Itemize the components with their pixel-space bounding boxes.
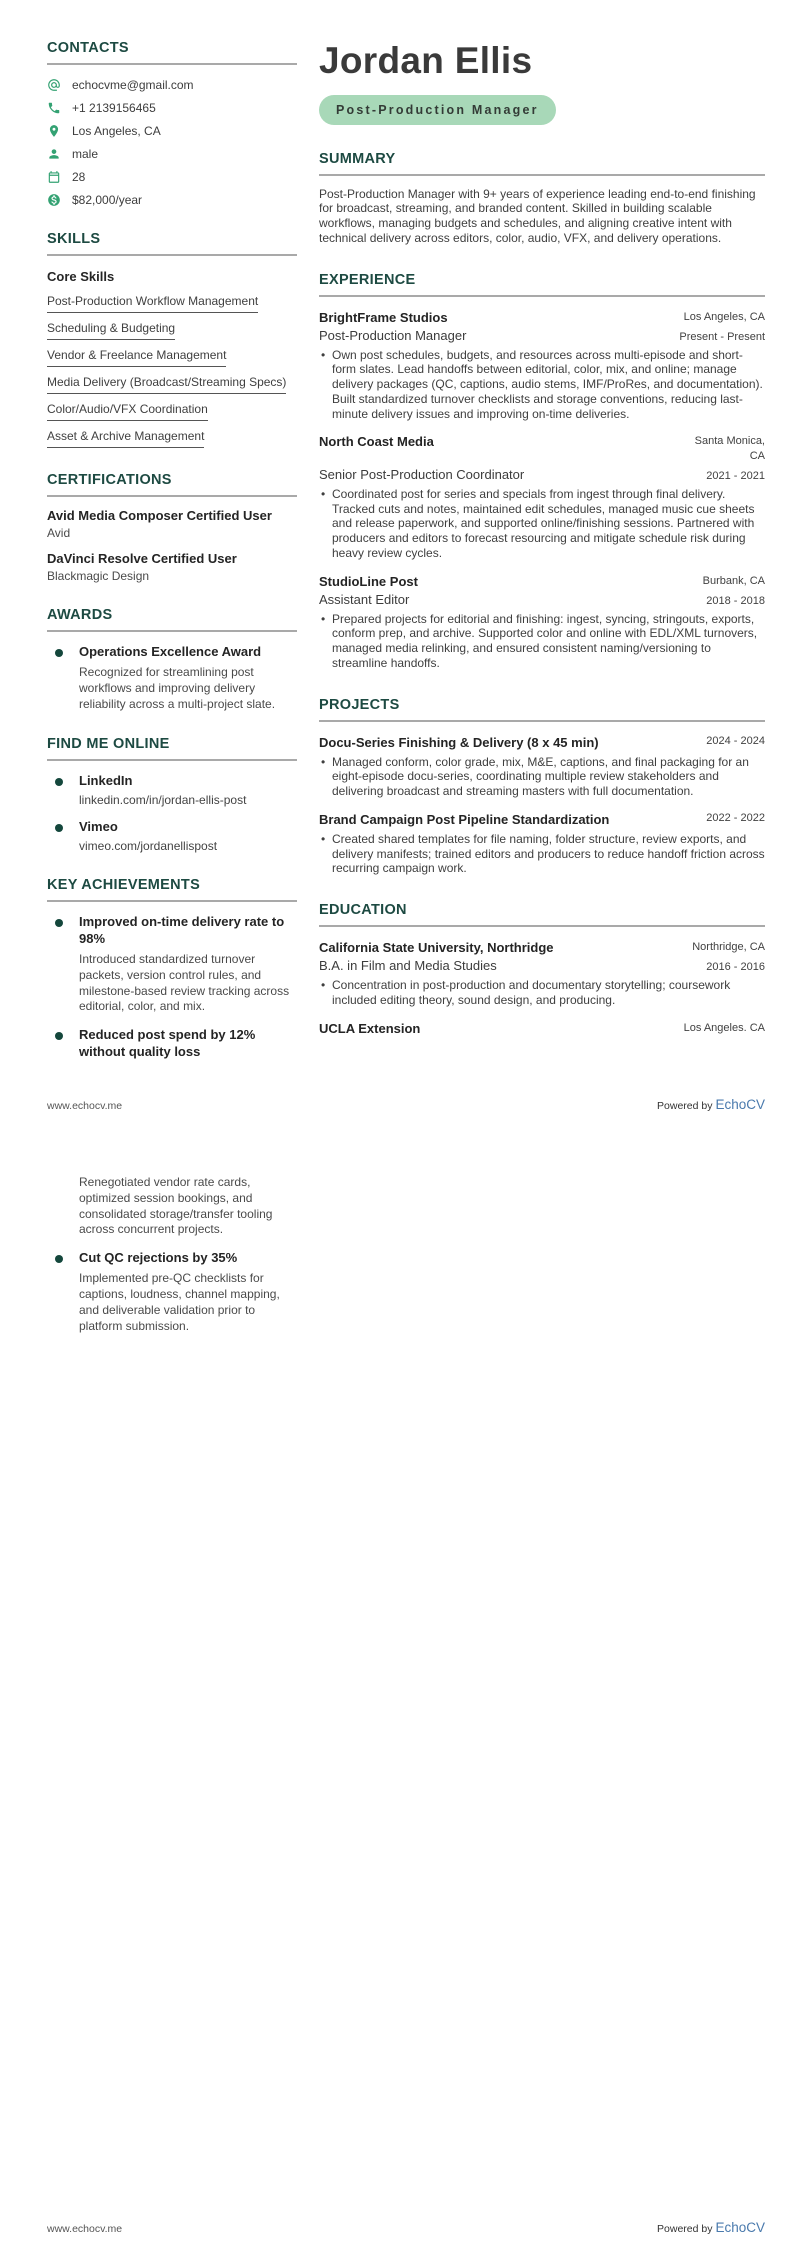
powered-by-label: Powered by: [657, 2223, 713, 2235]
page-footer: [47, 2220, 765, 2235]
bullet-dot-icon: [55, 824, 63, 832]
site-link[interactable]: www.echocv.me: [47, 1100, 123, 1112]
school-name: California State University, Northridge: [319, 940, 554, 956]
skill-item: Vendor & Freelance Management: [47, 348, 226, 367]
contact-item-phone: [47, 101, 297, 115]
education-entry: [319, 1021, 765, 1036]
job-dates: 2021 - 2021: [706, 469, 765, 482]
contact-item-email: [47, 78, 297, 92]
section-divider: [47, 63, 297, 65]
location-icon: [47, 124, 61, 138]
experience-heading: EXPERIENCE: [319, 271, 416, 288]
skill-item: Scheduling & Budgeting: [47, 321, 175, 340]
phone-icon: [47, 101, 61, 115]
contact-age-value: 28: [72, 170, 86, 184]
education-heading: EDUCATION: [319, 902, 407, 919]
contact-item-age: [47, 170, 297, 184]
main-column: [319, 40, 765, 1085]
achievement-item: [47, 1250, 297, 1334]
salary-icon: [47, 193, 61, 207]
education-entry: [319, 940, 765, 1008]
find-me-online-section: [47, 736, 297, 853]
degree-name: B.A. in Film and Media Studies: [319, 958, 497, 974]
job-role: Assistant Editor: [319, 591, 410, 607]
section-divider: [319, 720, 765, 722]
summary-text: Post-Production Manager with 9+ years of experience leading end-to-end finishing for broadcast, streaming, and branded content. Skilled in building scalable workflows, managing budgets and schedules, and aligning creative intent with technical delivery across editors, color, audio, VFX, and delivery operations.: [319, 186, 756, 245]
certifications-section: [47, 472, 297, 583]
contact-salary-value: $82,000/year: [72, 193, 143, 207]
profile-label: Vimeo: [79, 819, 118, 835]
contact-gender-value: male: [72, 147, 99, 161]
job-description: • Coordinated post for series and specials from ingest through final delivery. Tracked cuts and notes, maintained edit schedules, managed music cue sheets and release paperwork, and supported online/finishing sessions. Partnered with producers and editors to forecast resourcing and mitigate schedule risk during heavy review cycles.: [319, 487, 765, 561]
project-dates: 2022 - 2022: [706, 811, 765, 824]
award-title: Operations Excellence Award: [79, 644, 262, 659]
section-divider: [319, 295, 765, 297]
contact-item-salary: [47, 193, 297, 207]
profile-url[interactable]: linkedin.com/in/jordan-ellis-post: [79, 793, 247, 808]
award-item: [47, 644, 297, 712]
projects-heading: PROJECTS: [319, 696, 400, 713]
company-name: StudioLine Post: [319, 573, 418, 589]
email-icon: [47, 78, 61, 92]
key-achievements-section: [47, 877, 297, 1061]
powered-by: [657, 1097, 765, 1112]
contact-email-value[interactable]: echocvme@gmail.com: [72, 78, 194, 92]
projects-section: [319, 697, 765, 877]
certification-name: Avid Media Composer Certified User: [47, 508, 272, 523]
contacts-heading: CONTACTS: [47, 40, 129, 56]
project-dates: 2024 - 2024: [706, 734, 765, 747]
contact-item-location: [47, 124, 297, 138]
section-divider: [47, 630, 297, 632]
school-name: UCLA Extension: [319, 1020, 421, 1036]
contacts-section: [47, 40, 297, 207]
bullet-dot-icon: [55, 778, 63, 786]
summary-heading: SUMMARY: [319, 150, 396, 167]
section-divider: [47, 254, 297, 256]
education-section: [319, 902, 765, 1036]
profile-label: LinkedIn: [79, 773, 133, 789]
skill-item: Color/Audio/VFX Coordination: [47, 402, 208, 421]
project-entry: [319, 812, 765, 876]
contact-list: [47, 78, 297, 207]
summary-section: [319, 151, 765, 246]
education-description: • Concentration in post-production and documentary storytelling; coursework included editing theory, sound design, and producing.: [319, 978, 765, 1008]
company-location: Burbank, CA: [702, 574, 765, 587]
certification-name: DaVinci Resolve Certified User: [47, 551, 237, 566]
powered-by: [657, 2220, 765, 2235]
site-link[interactable]: www.echocv.me: [47, 2223, 123, 2235]
achievement-title: Cut QC rejections by 35%: [79, 1250, 238, 1266]
contact-location-value: Los Angeles, CA: [72, 124, 161, 138]
project-entry: [319, 735, 765, 799]
company-location: Los Angeles, CA: [683, 310, 765, 323]
contact-phone-value: +1 2139156465: [72, 101, 156, 115]
awards-heading: AWARDS: [47, 607, 113, 623]
certifications-heading: CERTIFICATIONS: [47, 472, 172, 488]
certification-issuer: Avid: [47, 526, 71, 540]
experience-section: [319, 272, 765, 671]
school-location: Los Angeles. CA: [683, 1021, 765, 1034]
section-divider: [47, 900, 297, 902]
achievement-description: Implemented pre-QC checklists for captions, loudness, channel mapping, and deliverable validation prior to platform submission.: [79, 1271, 280, 1333]
achievement-title: Reduced post spend by 12% without quality loss: [79, 1027, 256, 1060]
section-divider: [319, 174, 765, 176]
company-name: BrightFrame Studios: [319, 309, 448, 325]
experience-entry: [319, 574, 765, 671]
skill-item: Media Delivery (Broadcast/Streaming Specs): [47, 375, 286, 394]
job-dates: 2018 - 2018: [706, 594, 765, 607]
key-achievements-continued: [0, 1123, 326, 1335]
skills-section: [47, 231, 297, 448]
calendar-icon: [47, 170, 61, 184]
project-name: Brand Campaign Post Pipeline Standardization: [319, 811, 610, 827]
project-name: Docu-Series Finishing & Delivery (8 x 45 min): [319, 734, 599, 750]
certification-issuer: Blackmagic Design: [47, 569, 150, 583]
bullet-dot-icon: [55, 919, 63, 927]
awards-section: [47, 607, 297, 712]
experience-entry: [319, 434, 765, 560]
achievement-description: Introduced standardized turnover packets, version control rules, and milestone-based review tracking across editorial, color, and mix.: [79, 951, 290, 1014]
company-location: Santa Monica, CA: [694, 435, 765, 463]
job-description: • Own post schedules, budgets, and resources across multi-episode and short-form slates. Lead handoffs between editorial, color, mix, and online; manage delivery packages (QC, captions, audio stems, IMF/ProRes, and documentation). Built standardized turnover checklists and storage conventions, reducing last-minute delivery issues and improving on-time deliveries.: [319, 348, 765, 422]
skills-heading: SKILLS: [47, 231, 101, 247]
award-description: Recognized for streamlining post workflows and improving delivery reliability across a multi-project slate.: [79, 664, 276, 711]
job-description: • Prepared projects for editorial and finishing: ingest, syncing, stringouts, exports, conform prep, and archive. Supported color and online with EDL/XML turnovers, managed media relinking, and ensured consistent naming/versioning to streamline handoffs.: [319, 612, 765, 671]
job-dates: Present - Present: [679, 330, 765, 343]
achievement-item-continued: [47, 1175, 297, 1238]
achievement-description: Renegotiated vendor rate cards, optimized session bookings, and consolidated storage/transfer tooling across concurrent projects.: [79, 1175, 273, 1237]
skill-item: Post-Production Workflow Management: [47, 294, 258, 313]
achievement-item: [47, 1027, 297, 1061]
person-icon: [47, 147, 61, 161]
project-description: • Created shared templates for file naming, folder structure, review exports, and delivery manifests; trained editors and producers to reduce handoff friction across recurring campaign work.: [319, 832, 765, 876]
profile-url[interactable]: vimeo.com/jordanellispost: [79, 839, 218, 854]
sidebar: [47, 40, 297, 1085]
achievement-title: Improved on-time delivery rate to 98%: [79, 914, 285, 947]
find-me-online-heading: FIND ME ONLINE: [47, 736, 170, 753]
bullet-dot-icon: [55, 1255, 63, 1263]
section-divider: [47, 759, 297, 761]
online-profile-linkedin: [47, 773, 297, 807]
education-dates: 2016 - 2016: [706, 961, 765, 974]
section-divider: [319, 925, 765, 927]
section-divider: [47, 495, 297, 497]
job-role: Post-Production Manager: [319, 327, 467, 343]
skill-item: Asset & Archive Management: [47, 429, 204, 448]
cv-page-2: [0, 1123, 794, 2246]
candidate-name: Jordan Ellis: [319, 40, 533, 81]
online-profile-vimeo: [47, 819, 297, 853]
project-description: • Managed conform, color grade, mix, M&E, captions, and final packaging for an eight-episode docu-series, coordinating multiple review stakeholders and delivering broadcast and streaming masters with full documentation.: [319, 755, 765, 799]
key-achievements-heading: KEY ACHIEVEMENTS: [47, 877, 201, 894]
achievement-item: [47, 914, 297, 1015]
bullet-dot-icon: [55, 1032, 63, 1040]
echocv-brand-link[interactable]: EchoCV: [715, 1097, 765, 1112]
bullet-dot-icon: [55, 649, 63, 657]
page-footer: [47, 1097, 765, 1112]
experience-entry: [319, 310, 765, 422]
powered-by-label: Powered by: [657, 1100, 713, 1112]
skills-group-title: Core Skills: [47, 269, 115, 284]
echocv-brand-link[interactable]: EchoCV: [715, 2220, 765, 2235]
contact-item-gender: [47, 147, 297, 161]
school-location: Northridge, CA: [692, 941, 765, 954]
company-name: North Coast Media: [319, 434, 434, 450]
job-role: Senior Post-Production Coordinator: [319, 466, 525, 482]
job-title-badge: Post-Production Manager: [319, 95, 556, 125]
